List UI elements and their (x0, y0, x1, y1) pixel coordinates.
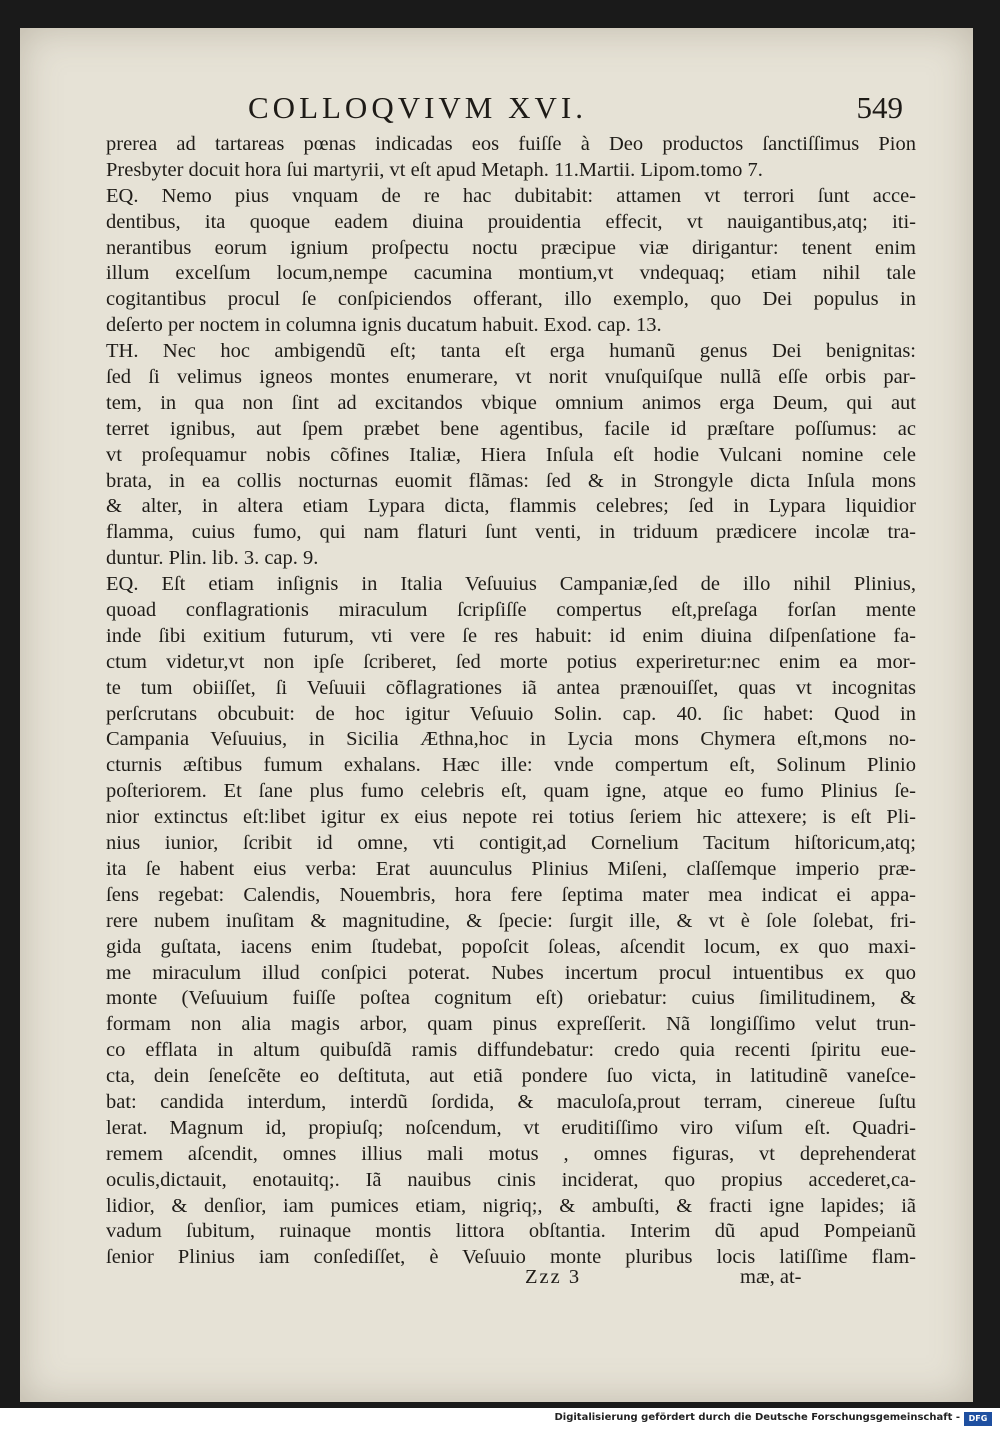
text-line: brata, in ea collis nocturnas euomit flãmas: ſed & in Strongyle dicta Inſula mons (106, 469, 916, 492)
page-footer (20, 1266, 973, 1296)
text-line: ſed ſi velimus igneos montes enumerare, vt norit vnuſquiſque nullã eſſe orbis par- (106, 366, 916, 389)
text-line: ſenior Plinius iam conſediſſet, è Veſuuio monte pluribus locis latiſſime flam- (106, 1246, 916, 1269)
text-line: Presbyter docuit hora ſui martyrii, vt eſt apud Metaph. 11.Martii. Lipom.tomo 7. (106, 158, 763, 181)
text-line: nerantibus eorum ignium proſpectu noctu præcipue viæ dirigantur: tenent enim (106, 236, 916, 259)
text-line: perſcrutans obcubuit: de hoc igitur Veſuuio Solin. cap. 40. ſic habet: Quod in (106, 702, 916, 725)
text-line: Campania Veſuuius, in Sicilia Æthna,hoc in Lycia mons Chymera eſt,mons no- (106, 728, 916, 751)
text-line: deſerto per noctem in columna ignis ducatum habuit. Exod. cap. 13. (106, 314, 662, 337)
text-line: duntur. Plin. lib. 3. cap. 9. (106, 547, 319, 570)
text-line: formam non alia magis arbor, quam pinus expreſſerit. Nã longiſſimo velut trun- (106, 1013, 916, 1036)
text-line: poſteriorem. Et ſane plus fumo celebris eſt, quam igne, atque eo fumo Plinius ſe- (106, 780, 916, 803)
body-text (106, 132, 916, 1271)
text-line: terret ignibus, aut ſpem præbet bene agentibus, facile id præſtare poſſumus: ac (106, 417, 916, 440)
text-line: cturnis æſtibus fumum exhalans. Hæc ille: vnde compertum eſt, Solinum Plinio (106, 754, 916, 777)
text-line: gida guſtata, iacens enim ſtudebat, popoſcit ſoleas, aſcendit locum, ex quo maxi- (106, 935, 916, 958)
catchword: mæ, at- (740, 1266, 802, 1288)
text-line: flamma, cuius fumo, qui nam flaturi ſunt venti, in triduum prædicere incolæ tra- (106, 521, 916, 544)
text-line: bat: candida interdum, interdũ ſordida, & maculoſa,prout terram, cinereue ſuſtu (106, 1090, 916, 1113)
text-line: TH. Nec hoc ambigendũ eſt; tanta eſt erga humanũ genus Dei benignitas: (106, 340, 916, 363)
text-line: co efflata in altum quibuſdã ramis diffundebatur: credo quia recenti ſpiritu eue- (106, 1039, 916, 1062)
text-line: EQ. Eſt etiam inſignis in Italia Veſuuius Campaniæ,ſed de illo nihil Plinius, (106, 573, 916, 596)
text-line: lidior, & denſior, iam pumices etiam, nigriq;, & ambuſti, & fracti igne lapides; iã (106, 1194, 916, 1217)
text-line: ita ſe habent eius verba: Erat auunculus Plinius Miſeni, claſſemque imperio præ- (106, 857, 916, 880)
text-line: illum excelſum locum,nempe cacumina montium,vt vndequaq; etiam nihil tale (106, 262, 916, 285)
text-line: quoad conflagrationis miraculum ſcripſiſſe compertus eſt,preſaga forſan mente (106, 599, 916, 622)
dfg-logo: DFG (964, 1412, 992, 1426)
text-line: me miraculum illud conſpici poterat. Nubes incertum procul intuentibus ex quo (106, 961, 916, 984)
page-number: 549 (856, 90, 903, 125)
text-line: cta, dein ſeneſcẽte eo deſtituta, aut etiã pondere ſuo victa, in latitudinẽ vaneſce- (106, 1065, 916, 1088)
text-line: tem, in qua non ſint ad excitandos vbique omnium animos erga Deum, qui aut (106, 391, 916, 414)
text-line: te tum obiiſſet, ſi Veſuuii cõflagrationes iã antea prænouiſſet, quas vt incognitas (106, 676, 916, 699)
text-line: ctum videtur,vt non ipſe ſcriberet, ſed morte potius experiretur:nec enim ea mor- (106, 650, 916, 673)
text-line: ſens regebat: Calendis, Nouembris, hora fere ſeptima mater mea indicat ei appa- (106, 883, 916, 906)
text-line: inde ſibi exitium futurum, vti vere ſe res habuit: id enim diuina diſpenſatione fa- (106, 624, 916, 647)
text-line: oculis,dictauit, enotauitq;. Iã nauibus cinis inciderat, quo propius accederet,ca- (106, 1168, 916, 1191)
text-line: remem aſcendit, omnes illius mali motus , omnes figuras, vt deprehenderat (106, 1142, 916, 1165)
text-line: prerea ad tartareas pœnas indicadas eos fuiſſe à Deo productos ſanctiſſimus Pion (106, 133, 916, 155)
text-line: nior extinctus eſt:libet igitur ex eius nepote rei totius ſeriem hic attexere; is eſt Pli- (106, 806, 916, 829)
running-head (20, 90, 973, 130)
credit-bar (0, 1408, 1000, 1431)
signature-mark: Zzz 3 (525, 1266, 582, 1288)
text-line: vt proſequamur nobis cõfines Italiæ, Hiera Inſula eſt hodie Vulcani nomine cele (106, 443, 916, 466)
text-line: cogitantibus procul ſe conſpiciendos offerant, illo exemplo, quo Dei populus in (106, 288, 916, 311)
text-line: lerat. Magnum id, propiuſq; noſcendum, vt eruditiſſimo viro viſum eſt. Quadri- (106, 1116, 916, 1139)
text-line: rere nubem inuſitam & magnitudine, & ſpecie: ſurgit ille, & vt è ſole ſolebat, fri- (106, 909, 916, 932)
text-line: vadum ſubitum, ruinaque montis littora obſtantia. Interim dũ apud Pompeianũ (106, 1220, 916, 1243)
text-line: dentibus, ita quoque eadem diuina prouidentia effecit, vt nauigantibus,atq; iti- (106, 210, 916, 233)
text-line: monte (Veſuuium fuiſſe poſtea cognitum eſt) oriebatur: cuius ſimilitudinem, & (106, 987, 916, 1010)
funding-credit: Digitalisierung gefördert durch die Deutsche Forschungsgemeinschaft - (554, 1412, 960, 1423)
book-page (20, 28, 973, 1402)
text-line: EQ. Nemo pius vnquam de re hac dubitabit: attamen vt terrori ſunt acce- (106, 184, 916, 207)
running-title: COLLOQVIVM XVI. (248, 90, 587, 125)
text-line: & alter, in altera etiam Lypara dicta, flammis celebres; ſed in Lypara liquidior (106, 495, 916, 518)
text-line: nius iunior, ſcribit id omne, vti contigit,ad Cornelium Tacitum hiſtoricum,atq; (106, 832, 916, 855)
